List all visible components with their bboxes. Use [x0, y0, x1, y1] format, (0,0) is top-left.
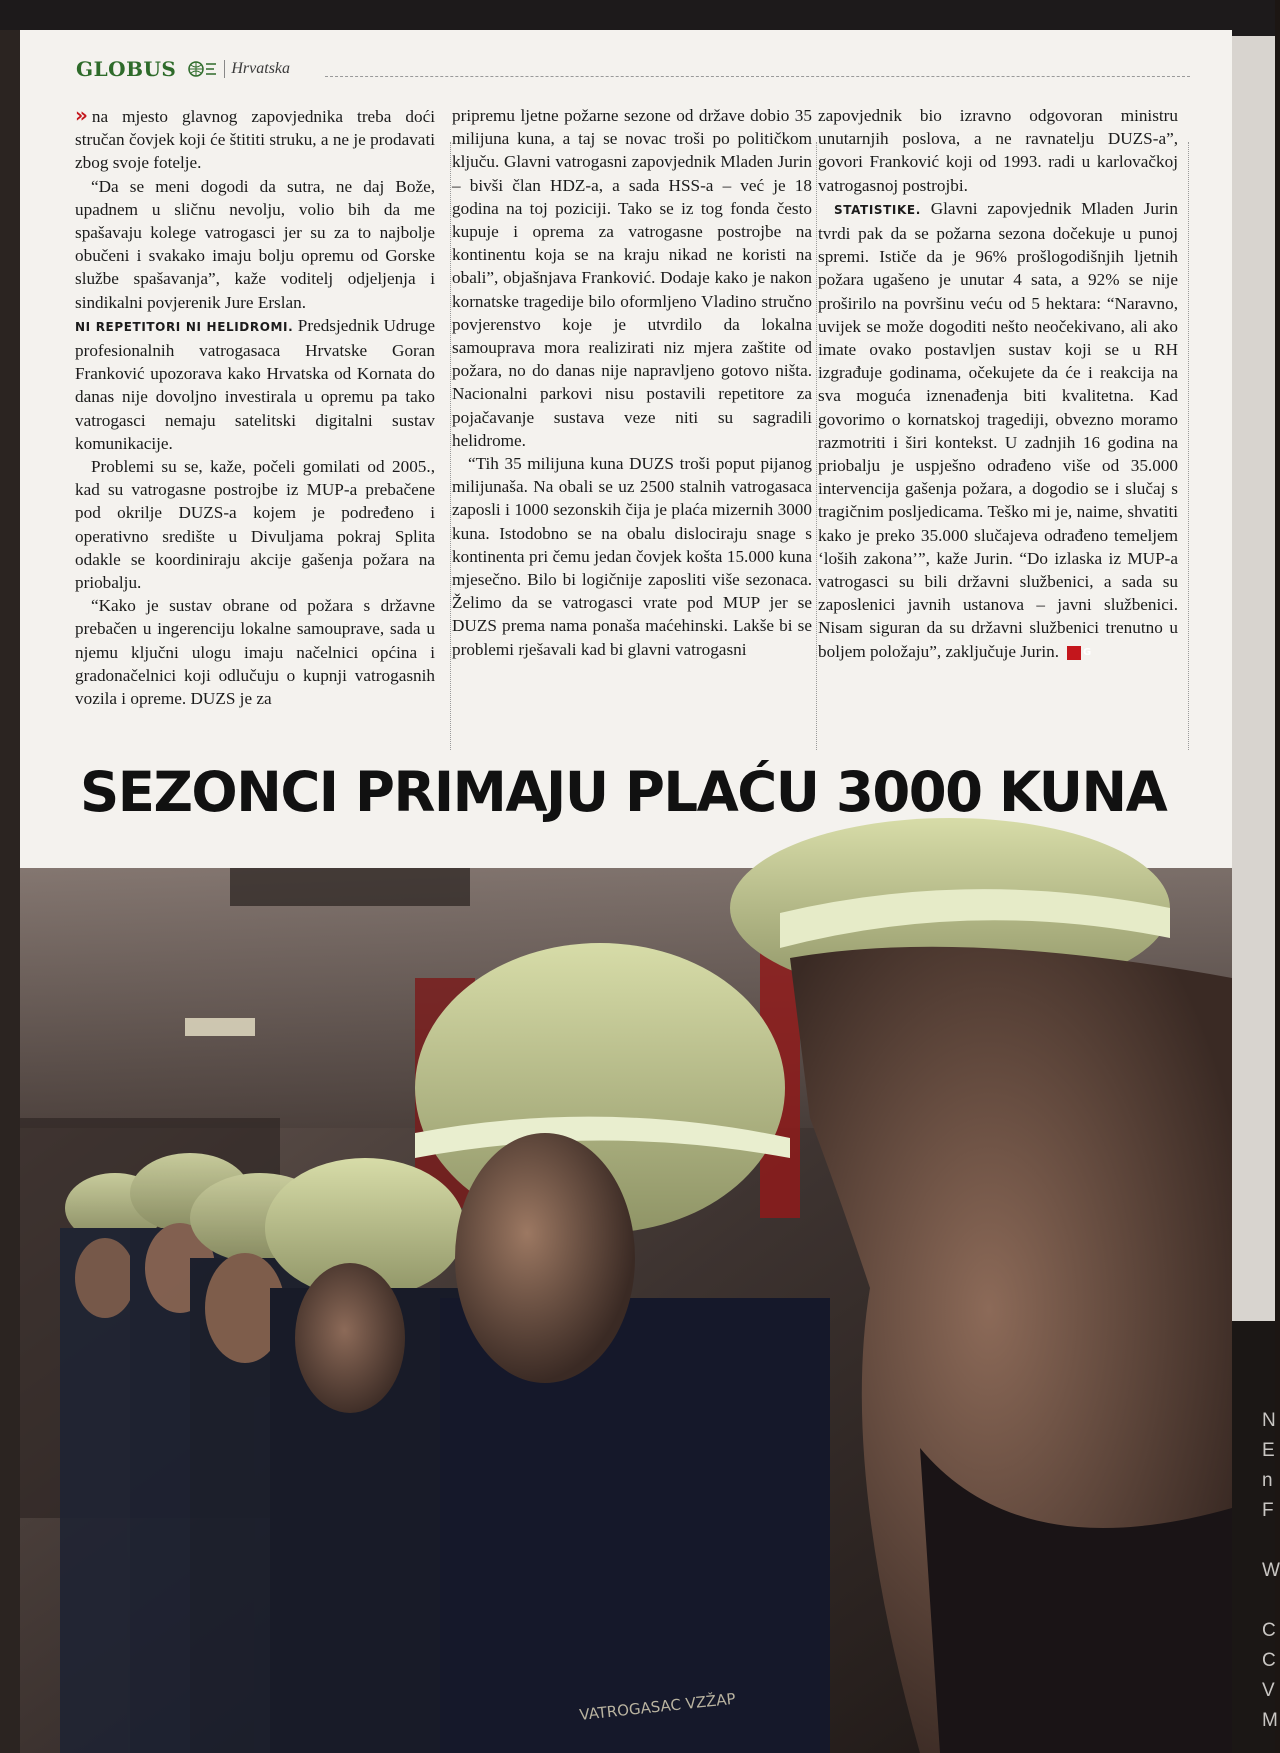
subheading: NI REPETITORI NI HELIDROMI. [75, 319, 294, 334]
end-of-article-icon: G [1067, 646, 1081, 660]
paragraph: » na mjesto glavnog zapovjednika treba doći stručan čovjek koji će štititi struku, a ne je prodavati zbog svoje fotelje. [75, 103, 435, 173]
column-divider [1188, 142, 1189, 750]
paragraph: STATISTIKE. Glavni zapovjednik Mladen Jurin tvrdi pak da se požarna sezona dočekuje u punoj spremi. Ističe da je 96% prošlogodišnjih ljetnih požara ugašeno je unutar 4 sata, a 92% se nije proširilo na površinu veću od 5 hektara: “Naravno, uvijek se može dogoditi nešto neočekivano, ali ako imate ovako postavljen sustav koji se u RH izgrađuje godinama, očekujete da će i reakcija na sva moguća iznenađenja biti kvalitetna. Kad govorimo o kornatskoj tragediji, obvezno moramo razmotriti i širi kontekst. U zadnjih 16 godina na priobalju je uspješno odrađeno više od 35.000 intervencija gašenja požara, a dogodio se i slučaj s tragičnim posljedicama. Teško mi je, naime, shvatiti kako je preko 35.000 slučajeva odrađeno temeljem ‘loših zakona’”, kaže Jurin. “Do izlaska iz MUP-a vatrogasci su bili državni službenici, a sada su zaposlenici javnih ustanova – javni službenici. Nisam siguran da su državni službenici trenutno u boljem položaju”, zaključuje Jurin. G [818, 198, 1178, 661]
text-column-3 [818, 104, 1178, 663]
column-divider [450, 142, 451, 750]
next-page-text-fragment: N E n F W C C V M [1262, 1410, 1280, 1731]
paragraph: “Tih 35 milijuna kuna DUZS troši poput pijanog milijunaša. Na obali se uz 2500 stalnih vatrogasaca zaposli i 1000 sezonskih čija je plaća mizernih 3000 kuna. Istodobno se na obalu dislociraju snage s kontinenta pri čemu jedan čovjek košta 15.000 kuna mjesečno. Bilo bi logičnije zaposliti više sezonaca. Želimo da se vatrogasci vrate pod MUP jer se DUZS prema nama ponaša maćehinski. Lakše bi se problemi rješavali kad bi glavni vatrogasni [452, 454, 812, 659]
paragraph: Problemi su se, kaže, počeli gomilati od 2005., kad su vatrogasne postrojbe iz MUP-a prebačene pod okrilje DUZS-a kojem je podređeno i operativno središte u Divuljama pokraj Splita odakle se koordiniraju akcije gašenja požara na priobalju. [75, 457, 435, 593]
uniform-label: VATROGASAC VZŽAP [578, 1689, 737, 1724]
firefighters-photo [20, 868, 1232, 1753]
paragraph: “Kako je sustav obrane od požara s državne prebačen u ingerenciju lokalne samouprave, sada u njemu ključni ulogu imaju načelnici općina i gradonačelnici koji odlučuju o kupnji vatrogasnih vozila i opreme. DUZS je za [75, 596, 435, 709]
header-rule [325, 76, 1190, 77]
paragraph: zapovjednik bio izravno odgovoran ministru unutarnjih poslova, a ne ravnatelju DUZS-a”, govori Franković koji od 1993. radi u karlovačkoj vatrogasnoj postrojbi. [818, 106, 1178, 195]
running-header [76, 55, 290, 83]
paragraph: “Da se meni dogodi da sutra, ne daj Bože, upadnem u sličnu nevolju, volio bih da me spašavaju kolege vatrogasci jer su za to najbolje obučeni i svakako imaju bolju opremu od Gorske službe spašavanja”, kaže voditelj odjeljenja i sindikalni povjerenik Jure Erslan. [75, 176, 435, 312]
next-page-edge [1232, 36, 1280, 1753]
subheading: STATISTIKE. [834, 202, 921, 217]
text-column-1 [75, 104, 435, 710]
globus-logo: GLOBUS [76, 57, 177, 81]
scan-left-edge [0, 30, 20, 1753]
text-column-2 [452, 104, 812, 661]
section-label: Hrvatska [224, 60, 290, 78]
paragraph: pripremu ljetne požarne sezone od države dobio 35 milijuna kuna, a taj se novac troši po političkom ključu. Glavni vatrogasni zapovjednik Mladen Jurin – bivši član HDZ-a, a sada HSS-a – već je 18 godina na toj poziciji. Tako se iz tog fonda često kupuje i oprema za vatrogasne postrojbe na kontinentu koja se na kraju nikad ne koristi na obali”, objašnjava Franković. Dodaje kako je nakon kornatske tragedije bilo oformljeno Vladino stručno povjerenstvo koje je utvrdilo da lokalna samouprava mora realizirati niz mjera zaštite od požara, no do danas nije napravljeno gotovo ništa. Nacionalni parkovi nisu postavili repetitore za pojačavanje sustava veze niti su sagradili helidrome. [452, 106, 812, 450]
article-headline: SEZONCI PRIMAJU PLAĆU 3000 KUNA [80, 760, 1167, 824]
column-divider [816, 142, 817, 750]
globe-logo-icon [184, 60, 218, 78]
paragraph: NI REPETITORI NI HELIDROMI. Predsjednik Udruge profesionalnih vatrogasaca Hrvatske Goran Franković upozorava kako Hrvatska od Kornata do danas nije dovoljno investirala u opremu pa tako vatrogasci nemaju satelitski digitalni sustav komunikacije. [75, 315, 435, 453]
continuation-chevron-icon: » [75, 103, 88, 127]
